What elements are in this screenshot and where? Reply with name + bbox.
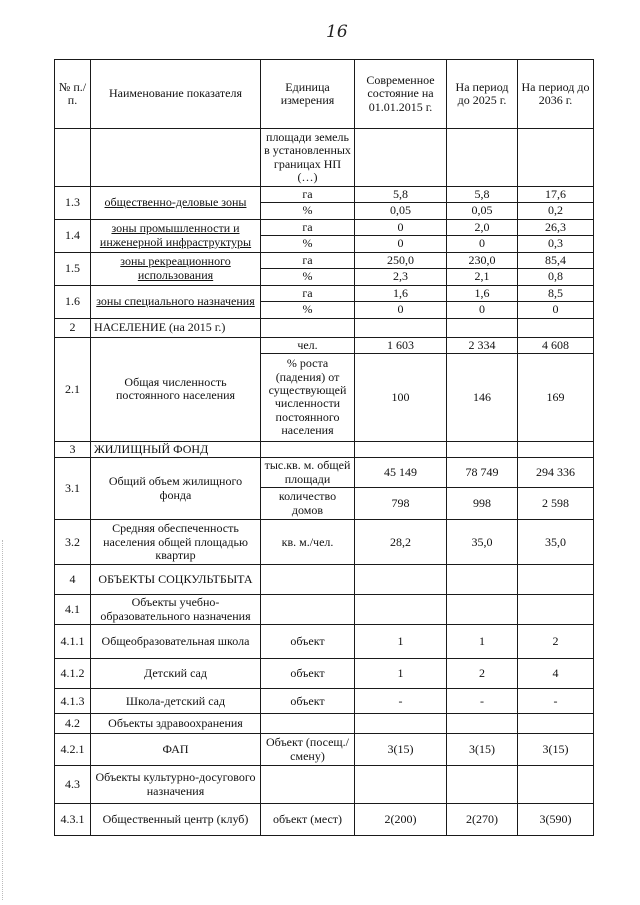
row-name: Школа-детский сад xyxy=(91,689,261,714)
row-name: Объекты здравоохранения xyxy=(91,714,261,734)
row-name: Общая численность постоянного населения xyxy=(91,337,261,441)
value-2036: 26,3 xyxy=(518,219,594,235)
value-current: 2(200) xyxy=(355,804,447,836)
header-2025: На период до 2025 г. xyxy=(447,60,518,129)
value-current: 28,2 xyxy=(355,520,447,565)
table-row xyxy=(55,734,594,766)
table-row xyxy=(55,520,594,565)
row-num: 2.1 xyxy=(55,337,91,441)
row-num: 1.3 xyxy=(55,187,91,220)
section-row xyxy=(55,441,594,457)
value-current: 0 xyxy=(355,219,447,235)
indicators-table xyxy=(54,59,594,836)
row-num: 1.6 xyxy=(55,285,91,318)
section-title: НАСЕЛЕНИЕ (на 2015 г.) xyxy=(91,318,261,337)
table-row xyxy=(55,689,594,714)
value-2036: 169 xyxy=(518,353,594,441)
value-current: 100 xyxy=(355,353,447,441)
table-row xyxy=(55,659,594,689)
value-2036: 2 598 xyxy=(518,488,594,520)
row-num: 4.3.1 xyxy=(55,804,91,836)
value-current: 5,8 xyxy=(355,187,447,203)
section-row xyxy=(55,565,594,595)
value-2036: 0,3 xyxy=(518,236,594,252)
row-name: Средняя обеспеченность населения общей площадью квартир xyxy=(91,520,261,565)
value-2025: 0 xyxy=(447,236,518,252)
value-current: 1 xyxy=(355,659,447,689)
table-row xyxy=(55,129,594,187)
unit-cell: % xyxy=(261,269,355,285)
value-current: 1,6 xyxy=(355,285,447,301)
value-2025: 2(270) xyxy=(447,804,518,836)
value-2036: 0,8 xyxy=(518,269,594,285)
value-2036: 8,5 xyxy=(518,285,594,301)
value-2025: 2,1 xyxy=(447,269,518,285)
section-title: ЖИЛИЩНЫЙ ФОНД xyxy=(91,441,261,457)
value-2025: - xyxy=(447,689,518,714)
value-current: 45 149 xyxy=(355,458,447,488)
unit-cell: кв. м./чел. xyxy=(261,520,355,565)
unit-cell: % роста (падения) от существующей численности постоянного населения xyxy=(261,353,355,441)
value-2025: 0 xyxy=(447,302,518,318)
unit-cell: % xyxy=(261,203,355,219)
row-name: Детский сад xyxy=(91,659,261,689)
row-name: Общественный центр (клуб) xyxy=(91,804,261,836)
value-2025: 78 749 xyxy=(447,458,518,488)
value-2036: 0,2 xyxy=(518,203,594,219)
row-name: зоны промышленности и инженерной инфраструктуры xyxy=(91,219,261,252)
value-current: 0 xyxy=(355,302,447,318)
value-current: - xyxy=(355,689,447,714)
unit-cell: га xyxy=(261,252,355,268)
row-num: 4.3 xyxy=(55,766,91,804)
value-2025: 1 xyxy=(447,625,518,659)
unit-cell: объект xyxy=(261,689,355,714)
header-name: Наименование показателя xyxy=(91,60,261,129)
header-current: Современное состояние на 01.01.2015 г. xyxy=(355,60,447,129)
value-2036: - xyxy=(518,689,594,714)
table-row xyxy=(55,595,594,625)
unit-cell: чел. xyxy=(261,337,355,353)
value-2025: 0,05 xyxy=(447,203,518,219)
table-row xyxy=(55,625,594,659)
value-2036: 3(590) xyxy=(518,804,594,836)
unit-cell: объект xyxy=(261,659,355,689)
row-name: Общеобразовательная школа xyxy=(91,625,261,659)
table-row xyxy=(55,337,594,353)
row-num: 4.1.2 xyxy=(55,659,91,689)
unit-cell: тыс.кв. м. общей площади xyxy=(261,458,355,488)
table-row xyxy=(55,285,594,301)
value-current: 798 xyxy=(355,488,447,520)
row-name: ФАП xyxy=(91,734,261,766)
unit-cell: га xyxy=(261,285,355,301)
unit-cell: площади земель в установленных границах НП (…) xyxy=(261,129,355,187)
unit-cell: % xyxy=(261,302,355,318)
section-title: ОБЪЕКТЫ СОЦКУЛЬТБЫТА xyxy=(91,565,261,595)
row-name: зоны специального назначения xyxy=(91,285,261,318)
unit-cell: Объект (посещ./смену) xyxy=(261,734,355,766)
row-num: 1.5 xyxy=(55,252,91,285)
row-name: Общий объем жилищного фонда xyxy=(91,458,261,520)
value-2025: 2,0 xyxy=(447,219,518,235)
row-num: 4.1 xyxy=(55,595,91,625)
table-row xyxy=(55,804,594,836)
row-num: 4.2 xyxy=(55,714,91,734)
page-number: 16 xyxy=(326,22,348,42)
unit-cell: количество домов xyxy=(261,488,355,520)
table-row xyxy=(55,766,594,804)
scan-edge xyxy=(2,540,4,900)
value-current: 0 xyxy=(355,236,447,252)
value-2036: 17,6 xyxy=(518,187,594,203)
header-2036: На период до 2036 г. xyxy=(518,60,594,129)
value-2025: 5,8 xyxy=(447,187,518,203)
value-2036: 4 xyxy=(518,659,594,689)
value-2025: 146 xyxy=(447,353,518,441)
value-current: 3(15) xyxy=(355,734,447,766)
table-row xyxy=(55,714,594,734)
value-2036: 294 336 xyxy=(518,458,594,488)
row-num: 4.2.1 xyxy=(55,734,91,766)
section-row xyxy=(55,318,594,337)
row-name: зоны рекреационного использования xyxy=(91,252,261,285)
value-2025: 3(15) xyxy=(447,734,518,766)
value-2036: 2 xyxy=(518,625,594,659)
table-row xyxy=(55,219,594,235)
row-num: 1.4 xyxy=(55,219,91,252)
row-num: 2 xyxy=(55,318,91,337)
table-row xyxy=(55,458,594,488)
row-name: Объекты учебно-образовательного назначения xyxy=(91,595,261,625)
value-2025: 1,6 xyxy=(447,285,518,301)
value-2036: 85,4 xyxy=(518,252,594,268)
unit-cell: объект xyxy=(261,625,355,659)
value-2025: 2 xyxy=(447,659,518,689)
row-num: 3.2 xyxy=(55,520,91,565)
row-name: Объекты культурно-досугового назначения xyxy=(91,766,261,804)
row-num: 3.1 xyxy=(55,458,91,520)
row-num: 3 xyxy=(55,441,91,457)
value-2025: 230,0 xyxy=(447,252,518,268)
value-current: 250,0 xyxy=(355,252,447,268)
value-2025: 35,0 xyxy=(447,520,518,565)
value-2025: 998 xyxy=(447,488,518,520)
value-2036: 35,0 xyxy=(518,520,594,565)
table-row xyxy=(55,252,594,268)
table-row xyxy=(55,187,594,203)
value-current: 1 603 xyxy=(355,337,447,353)
value-current: 2,3 xyxy=(355,269,447,285)
value-2036: 4 608 xyxy=(518,337,594,353)
unit-cell: га xyxy=(261,219,355,235)
value-current: 1 xyxy=(355,625,447,659)
unit-cell: % xyxy=(261,236,355,252)
value-2025: 2 334 xyxy=(447,337,518,353)
row-num: 4.1.3 xyxy=(55,689,91,714)
unit-cell: объект (мест) xyxy=(261,804,355,836)
header-num: № п./п. xyxy=(55,60,91,129)
unit-cell: га xyxy=(261,187,355,203)
row-num: 4.1.1 xyxy=(55,625,91,659)
row-num: 4 xyxy=(55,565,91,595)
header-unit: Единица измерения xyxy=(261,60,355,129)
value-2036: 3(15) xyxy=(518,734,594,766)
value-2036: 0 xyxy=(518,302,594,318)
value-current: 0,05 xyxy=(355,203,447,219)
row-name: общественно-деловые зоны xyxy=(91,187,261,220)
table-header-row xyxy=(55,60,594,129)
